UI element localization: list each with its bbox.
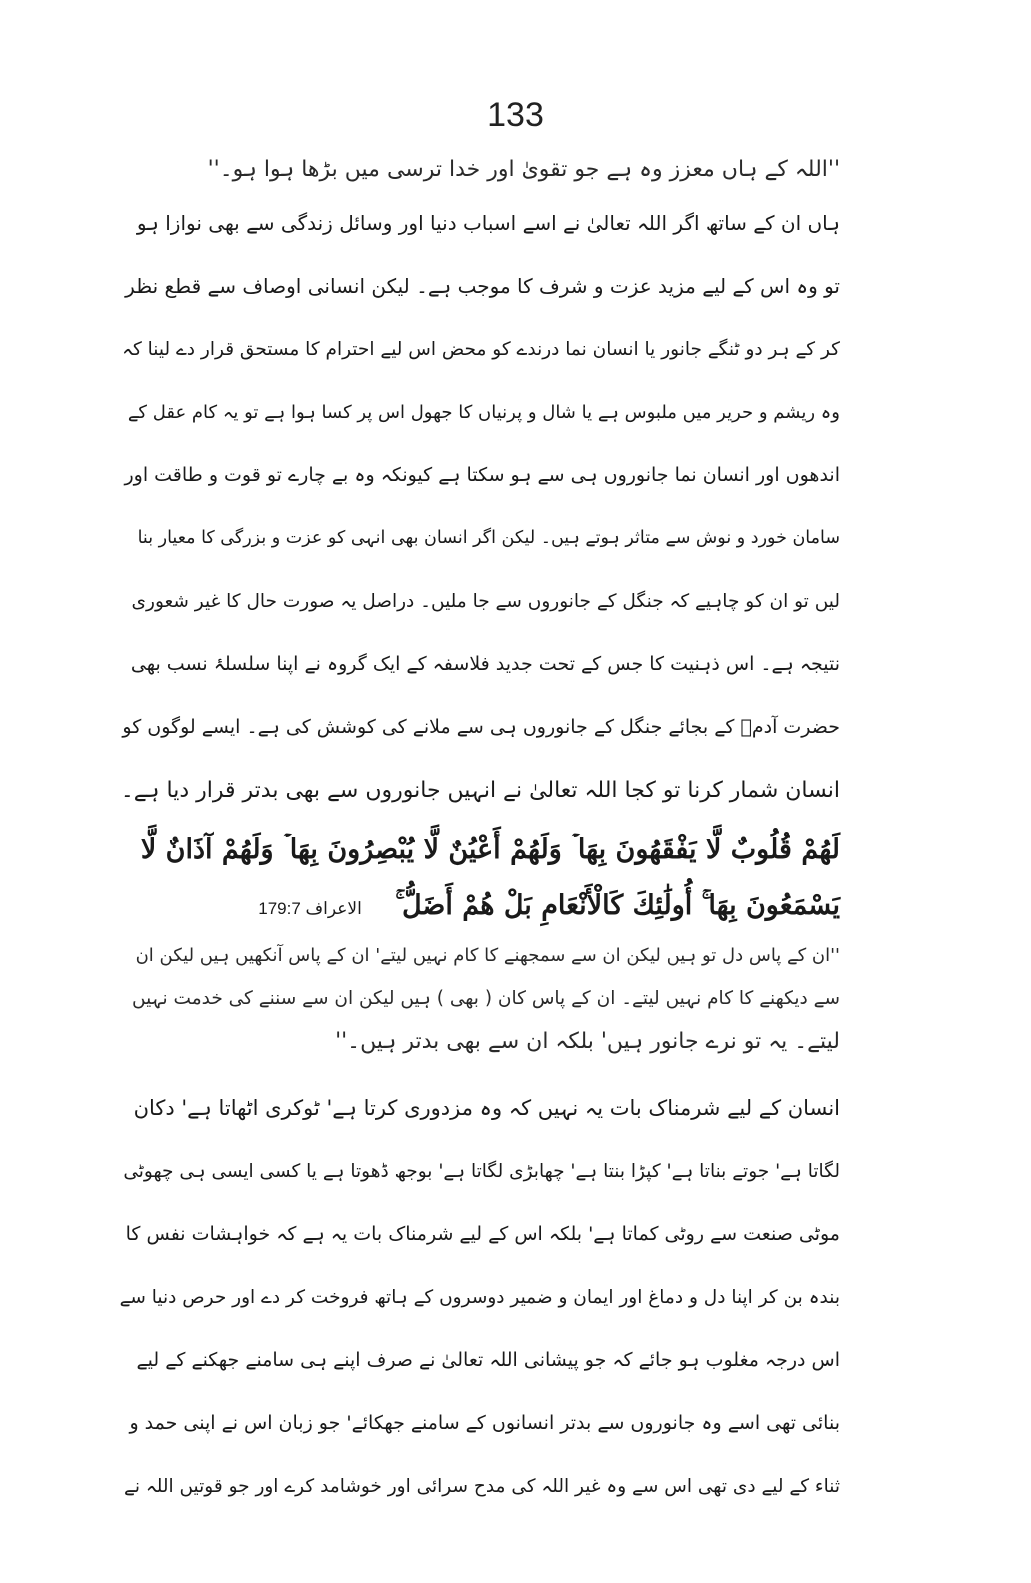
paragraph-line: لیں تو ان کو چاہیے کہ جنگل کے جانوروں سے جا ملیں۔ دراصل یہ صورت حال کا غیر شعوری [131, 591, 840, 612]
paragraph-line: نتیجہ ہے۔ اس ذہنیت کا جس کے تحت جدید فلاسفہ کے ایک گروہ نے اپنا سلسلۂ نسب بھی [130, 653, 840, 675]
page-number: 133 [487, 96, 544, 134]
paragraph-1 [120, 192, 840, 822]
paragraph-line: ہاں ان کے ساتھ اگر اللہ تعالیٰ نے اسے اسباب دنیا اور وسائل زندگی سے بھی نوازا ہو [136, 211, 840, 235]
paragraph-2 [120, 1077, 840, 1518]
paragraph-line: انسان شمار کرنا تو کجا اللہ تعالیٰ نے انہیں جانوروں سے بھی بدتر قرار دیا ہے۔ [120, 778, 840, 803]
paragraph-line: تو وہ اس کے لیے مزید عزت و شرف کا موجب ہے۔ لیکن انسانی اوصاف سے قطع نظر [125, 274, 840, 298]
translation-quote [120, 934, 840, 1063]
paragraph-line: موٹی صنعت سے روٹی کماتا ہے' بلکہ اس کے لیے شرمناک بات یہ ہے کہ خواہشات نفس کا [125, 1223, 840, 1245]
page-body [120, 148, 840, 1518]
paragraph-line: اس درجہ مغلوب ہو جائے کہ جو پیشانی اللہ تعالیٰ نے صرف اپنے ہی سامنے جھکنے کے لیے [136, 1349, 840, 1371]
paragraph-line: لگاتا ہے' جوتے بناتا ہے' کپڑا بنتا ہے' چھابڑی لگاتا ہے' بوجھ ڈھوتا ہے یا کسی ایسی ہی چھوٹی [123, 1161, 840, 1182]
paragraph-line: بنائی تھی اسے وہ جانوروں سے بدتر انسانوں کے سامنے جھکائے' جو زبان اس نے اپنی حمد و [129, 1412, 840, 1434]
arabic-verse-line-2 [120, 878, 840, 934]
paragraph-line: وہ ریشم و حریر میں ملبوس ہے یا شال و پرنیاں کا جھول اس پر کسا ہوا ہے تو یہ کام عقل کے [127, 402, 840, 423]
paragraph-line: بندہ بن کر اپنا دل و دماغ اور ایمان و ضمیر دوسروں کے ہاتھ فروخت کر دے اور حرص دنیا سے [119, 1287, 840, 1308]
translation-line: لیتے۔ یہ تو نرے جانور ہیں' بلکہ ان سے بھی بدتر ہیں۔'' [335, 1029, 840, 1054]
intro-quote [120, 148, 840, 192]
paragraph-line: حضرت آدمؑ کے بجائے جنگل کے جانوروں ہی سے ملانے کی کوشش کی ہے۔ ایسے لوگوں کو [122, 716, 840, 738]
paragraph-line: ثناء کے لیے دی تھی اس سے وہ غیر اللہ کی مدح سرائی اور خوشامد کرے اور جو قوتیں اللہ نے [123, 1476, 840, 1497]
paragraph-line: سامان خورد و نوش سے متاثر ہوتے ہیں۔ لیکن اگر انسان بھی انہی کو عزت و بزرگی کا معیار بنا [137, 528, 840, 548]
verse-reference: الاعراف 179:7 [258, 899, 362, 918]
translation-line: ''ان کے پاس دل تو ہیں لیکن ان سے سمجھنے کا کام نہیں لیتے' ان کے پاس آنکھیں ہیں لیکن ان [135, 945, 840, 966]
paragraph-line: انسان کے لیے شرمناک بات یہ نہیں کہ وہ مزدوری کرتا ہے' ٹوکری اٹھاتا ہے' دکان [133, 1096, 840, 1120]
arabic-verse-line-2-text: يَسْمَعُونَ بِهَا ۚ أُولَٰئِكَ كَالْأَنْعَامِ بَلْ هُمْ أَضَلُّ ۚ [395, 890, 840, 921]
paragraph-line: کر کے ہر دو ٹنگے جانور یا انسان نما درندے کو محض اس لیے احترام کا مستحق قرار دے لینا کہ [122, 339, 840, 360]
arabic-verse [120, 822, 840, 934]
intro-quote-line: ''اللہ کے ہاں معزز وہ ہے جو تقویٰ اور خدا ترسی میں بڑھا ہوا ہو۔'' [207, 157, 840, 182]
arabic-verse-line-1: لَهُمْ قُلُوبٌ لَّا يَفْقَهُونَ بِهَا ۡ وَلَهُمْ أَعْيُنٌ لَّا يُبْصِرُونَ بِهَا ۡ وَلَهُمْ آذَانٌ لَّا [140, 834, 840, 865]
paragraph-line: اندھوں اور انسان نما جانوروں ہی سے ہو سکتا ہے کیونکہ وہ بے چارے تو قوت و طاقت اور [124, 464, 840, 486]
translation-line: سے دیکھنے کا کام نہیں لیتے۔ ان کے پاس کان ( بھی ) ہیں لیکن ان سے سننے کی خدمت نہیں [132, 988, 840, 1009]
